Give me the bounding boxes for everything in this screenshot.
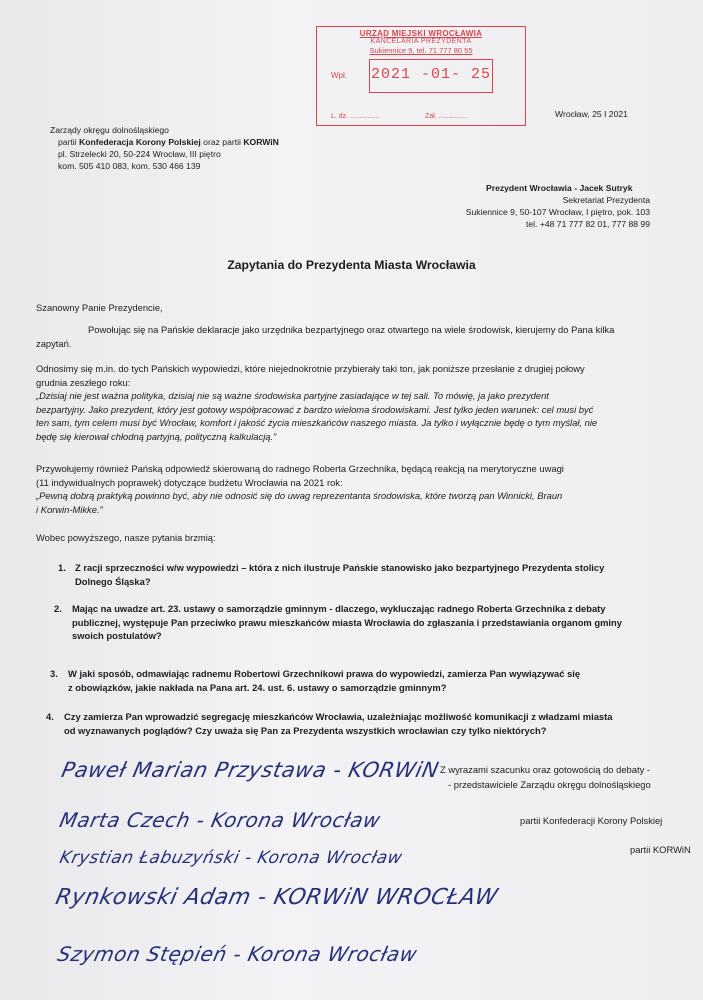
stamp-attachment-field: Zał. ............... (425, 113, 468, 120)
closing-representatives: - przedstawiciele Zarządu okręgu dolnośląskiego (448, 779, 651, 790)
question-line: Dolnego Śląska? (75, 575, 151, 587)
sender-line: Zarządy okręgu dolnośląskiego (50, 125, 169, 135)
question-line: z obowiązków, jakie nakłada na Pana art. 24. ust. 6. ustawy o samorządzie gminnym? (68, 681, 447, 693)
recipient-address: Sukiennice 9, 50-107 Wrocław, I piętro, pok. 103 (465, 207, 650, 217)
question-number: 4. (46, 711, 54, 722)
sender-address: pl. Strzelecki 20, 50-224 Wrocław, III piętro (58, 149, 221, 159)
stamp-date: 2021 -01- 25 (370, 66, 492, 83)
quote-line: będę się kierował chłodną partyjną, polityczną kalkulacją.” (36, 430, 277, 442)
question-line: swoich postulatów? (72, 630, 162, 641)
question-2 (72, 602, 682, 643)
question-line: od wyznawanych poglądów? Czy uważa się Pan za Prezydenta wszystkich wrocławian czy tylko niektórych? (64, 724, 547, 736)
question-line: publicznej, występuje Pan przeciwko prawu mieszkańców miasta Wrocławia do zgłaszania i przedstawiania organom gminy (72, 616, 622, 628)
sender-block (50, 124, 279, 172)
quote-first (36, 389, 668, 443)
recipient-office: Sekretariat Prezydenta (562, 195, 650, 205)
document-title: Zapytania do Prezydenta Miasta Wrocławia (227, 258, 476, 272)
recipient-name: Prezydent Wrocławia - Jacek Sutryk (486, 183, 633, 193)
question-number: 3. (50, 668, 58, 679)
question-number: 2. (54, 603, 62, 614)
text-line: grudnia zeszłego roku: (36, 376, 131, 388)
quote-second (36, 489, 668, 516)
question-4 (64, 710, 684, 737)
sender-parties: partii Konfederacja Korony Polskiej oraz partii KORWiN (58, 137, 279, 147)
stamp-ldz-field: L. dz. ............... (331, 113, 380, 120)
reference-paragraph (36, 362, 668, 389)
salutation: Szanowny Panie Prezydencie, (36, 302, 163, 313)
handwritten-signature: Paweł Marian Przystawa - KORWiN (59, 758, 442, 782)
quote-line: i Korwin-Mikke.” (36, 503, 103, 515)
question-3 (68, 667, 678, 694)
budget-paragraph (36, 462, 668, 489)
question-line: Czy zamierza Pan wprowadzić segregację mieszkańców Wrocławia, uzależniając możliwość komunikacji z władzami miasta (64, 711, 613, 722)
text-line: Przywołujemy również Pańską odpowiedź skierowaną do radnego Roberta Grzechnika, będącą reakcją na merytoryczne uwagi (36, 463, 564, 474)
text-line: zapytań. (36, 337, 72, 349)
quote-line: ten sam, tym celem musi być Wrocław, komfort i jakość życia mieszkańców naszego miasta. Ja tylko i wyłącznie będę o tym myślał, nie (36, 417, 598, 428)
text-line: Powołując się na Pańskie deklaracje jako urzędnika bezpartyjnego oraz otwartego na wiele środowisk, kierujemy do Pana kilka (88, 324, 615, 335)
intro-paragraph (36, 323, 668, 350)
closing-party-korona: partii Konfederacji Korony Polskiej (520, 815, 663, 826)
handwritten-signature: Marta Czech - Korona Wrocław (57, 808, 383, 832)
handwritten-signature: Rynkowski Adam - KORWiN WROCŁAW (53, 885, 501, 910)
question-number: 1. (58, 562, 66, 573)
question-line: W jaki sposób, odmawiając radnemu Robertowi Grzechnikowi prawa do wypowiedzi, zamierza Pan wywiązywać się (68, 668, 581, 679)
question-1 (75, 561, 675, 588)
text-line: Odnosimy się m.in. do tych Pańskich wypowiedzi, które niejednokrotnie przybierały taki ton, jak poniższe przesłanie z drugiej połowy (36, 363, 585, 374)
handwritten-signature: Krystian Łabuzyński - Korona Wrocław (57, 848, 405, 868)
quote-line: bezpartyjny. Jako prezydent, który jest gotowy współpracować z bardzo wieloma środowiskami. Jest tylko jeden warunek: cel musi być (36, 403, 594, 415)
stamp-received-label: Wpł. (331, 71, 347, 80)
stamp-office-name: URZĄD MIEJSKI WROCŁAWIA (359, 29, 483, 38)
stamp-address: Sukiennice 9, tel. 71 777 80 55 (369, 46, 473, 55)
stamp-chancellery: KANCELARIA PREZYDENTA (370, 38, 472, 45)
closing-regards: Z wyrazami szacunku oraz gotowością do debaty - (440, 764, 650, 775)
recipient-phone: tel. +48 71 777 82 01, 777 88 99 (525, 219, 650, 229)
sender-phones: kom. 505 410 083, kom. 530 466 139 (58, 161, 201, 171)
recipient-block (430, 182, 650, 230)
text-line: (11 indywidualnych poprawek) dotyczące budżetu Wrocławia na 2021 rok: (36, 476, 343, 488)
stamp-date-box (369, 59, 493, 93)
questions-lead-in: Wobec powyższego, nasze pytania brzmią: (36, 532, 216, 543)
closing-party-korwin: partii KORWiN (630, 844, 691, 855)
place-date: Wrocław, 25 I 2021 (555, 109, 628, 119)
quote-line: „Dzisiaj nie jest ważna polityka, dzisiaj nie są ważne środowiska partyjne zasiadające w tej sali. To mówię, ja jako prezydent (36, 390, 549, 401)
quote-line: „Pewną dobrą praktyką powinno być, aby nie odnosić się do uwag reprezentanta środowiska, które tworzą pan Winnicki, Braun (36, 490, 563, 501)
question-line: Mając na uwadze art. 23. ustawy o samorządzie gminnym - dlaczego, wykluczając radnego Roberta Grzechnika z debaty (72, 603, 606, 614)
registry-stamp (316, 26, 526, 126)
handwritten-signature: Szymon Stępień - Korona Wrocław (55, 942, 420, 966)
question-line: Z racji sprzeczności w/w wypowiedzi – która z nich ilustruje Pańskie stanowisko jako bezpartyjnego Prezydenta stolicy (75, 562, 605, 573)
